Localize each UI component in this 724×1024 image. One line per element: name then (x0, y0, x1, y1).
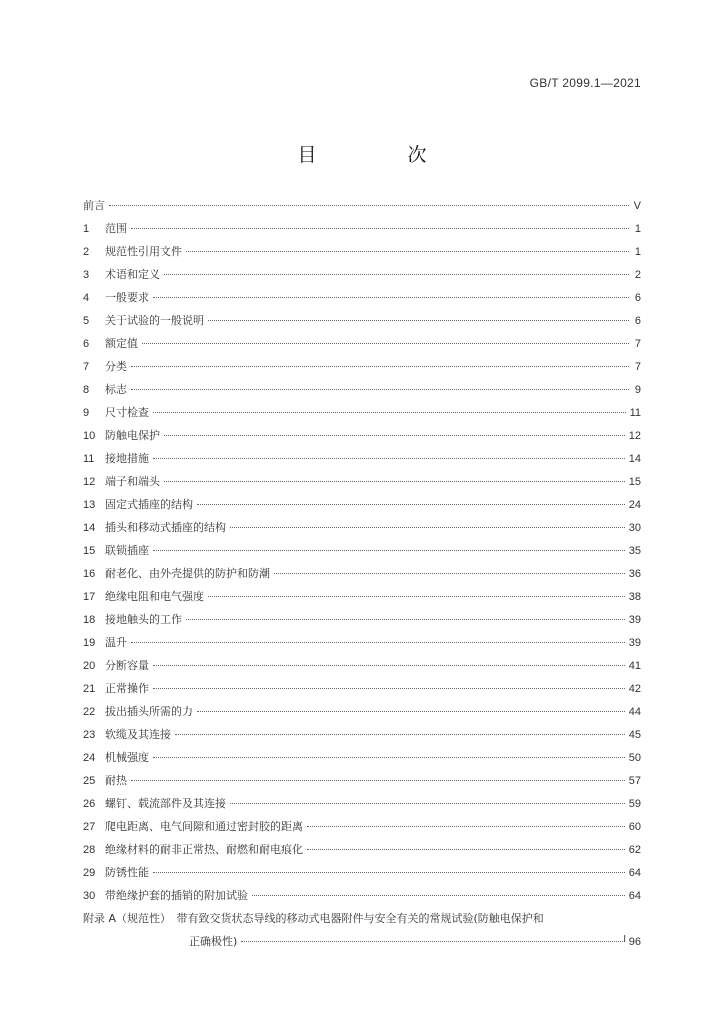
toc-entry-label: 耐老化、由外壳提供的防护和防潮 (105, 567, 270, 580)
toc-leader-dots (230, 527, 625, 528)
toc-leader-dots (197, 504, 625, 505)
toc-leader-dots (230, 803, 625, 804)
toc-appendix-entry-continued[interactable] (83, 933, 641, 956)
toc-entry-page: 59 (628, 798, 641, 810)
toc-entry[interactable] (83, 795, 641, 818)
toc-entry[interactable] (83, 565, 641, 588)
toc-entry-label: 带绝缘护套的插销的附加试验 (105, 889, 248, 902)
toc-entry-number: 6 (83, 338, 90, 350)
toc-entry[interactable] (83, 450, 641, 473)
toc-leader-dots (153, 757, 625, 758)
toc-entry-label: 耐热 (105, 774, 127, 787)
toc-entry[interactable] (83, 358, 641, 381)
toc-entry-label: 正常操作 (105, 682, 149, 695)
toc-entry-page: 30 (628, 522, 641, 534)
toc-entry-label: 前言 (83, 199, 105, 212)
toc-entry-number: 29 (83, 867, 96, 879)
toc-entry-number: 3 (83, 269, 90, 281)
toc-entry-page: 11 (629, 407, 641, 419)
toc-entry-page: 57 (628, 775, 641, 787)
toc-entry[interactable] (83, 220, 641, 243)
toc-entry[interactable] (83, 864, 641, 887)
toc-entry-label: 爬电距离、电气间隙和通过密封胶的距离 (105, 820, 303, 833)
toc-entry-label: 接地触头的工作 (105, 613, 182, 626)
toc-entry[interactable] (83, 611, 641, 634)
toc-entry-number: 15 (83, 545, 96, 557)
toc-entry-page: 62 (628, 844, 641, 856)
toc-entry-number: 22 (83, 706, 96, 718)
toc-entry-number: 11 (83, 453, 95, 465)
toc-entry-page: 64 (628, 890, 641, 902)
toc-entry[interactable] (83, 680, 641, 703)
toc-entry-number: 4 (83, 292, 90, 304)
toc-entry[interactable] (83, 772, 641, 795)
toc-entry-page: 42 (628, 683, 641, 695)
toc-entry-number: 28 (83, 844, 96, 856)
toc-entry-label: 分断容量 (105, 659, 149, 672)
toc-entry-label: 温升 (105, 636, 127, 649)
toc-leader-dots (164, 481, 625, 482)
toc-entry-number: 20 (83, 660, 96, 672)
toc-entry-label: 防触电保护 (105, 429, 160, 442)
toc-leader-dots (153, 688, 625, 689)
toc-entry[interactable] (83, 427, 641, 450)
toc-leader-dots (131, 366, 629, 367)
toc-entry[interactable] (83, 588, 641, 611)
toc-entry-label: 防锈性能 (105, 866, 149, 879)
toc-entry-page: 50 (628, 752, 641, 764)
toc-entry[interactable] (83, 749, 641, 772)
toc-entry-page: 60 (628, 821, 641, 833)
toc-entry-label: 端子和端头 (105, 475, 160, 488)
toc-entry-number: 21 (83, 683, 96, 695)
toc-entry-label: 标志 (105, 383, 127, 396)
toc-entry[interactable] (83, 887, 641, 910)
toc-entry-number: 12 (83, 476, 96, 488)
toc-leader-dots (164, 274, 629, 275)
toc-leader-dots (153, 412, 626, 413)
toc-leader-dots (186, 251, 629, 252)
toc-entry-label: 机械强度 (105, 751, 149, 764)
toc-appendix-label-continued: 正确极性) (189, 935, 238, 948)
toc-entry[interactable] (83, 818, 641, 841)
toc-leader-dots (109, 205, 629, 206)
toc-leader-dots (175, 734, 625, 735)
toc-leader-dots (208, 320, 629, 321)
toc-entry-page: 36 (628, 568, 641, 580)
toc-entry-page: 41 (628, 660, 641, 672)
page-folio: I (623, 934, 626, 945)
toc-leader-dots (208, 596, 625, 597)
toc-leader-dots (153, 550, 625, 551)
toc-entry-page: 44 (628, 706, 641, 718)
toc-leader-dots (142, 343, 629, 344)
toc-entry-page: 7 (634, 338, 641, 350)
toc-entry-page: 9 (634, 384, 641, 396)
toc-leader-dots (307, 849, 625, 850)
toc-entry-page: 45 (628, 729, 641, 741)
toc-appendix-entry[interactable] (83, 910, 641, 933)
toc-entry-label: 软缆及其连接 (105, 728, 171, 741)
toc-entry-number: 19 (83, 637, 96, 649)
toc-leader-dots (153, 458, 625, 459)
toc-leader-dots (153, 297, 629, 298)
toc-entry-label: 一般要求 (105, 291, 149, 304)
toc-entry-page: 38 (628, 591, 641, 603)
toc-entry-label: 固定式插座的结构 (105, 498, 193, 511)
toc-entry-number: 9 (83, 407, 90, 419)
toc-entry-page: 39 (628, 637, 641, 649)
toc-leader-dots (197, 711, 625, 712)
toc-entry[interactable] (83, 657, 641, 680)
toc-leader-dots (241, 941, 624, 942)
toc-entry-number: 23 (83, 729, 96, 741)
toc-entry-number: 18 (83, 614, 96, 626)
toc-entry-label: 术语和定义 (105, 268, 160, 281)
toc-entry-page: 2 (634, 269, 641, 281)
toc-entry-number: 10 (83, 430, 96, 442)
toc-entry-page: 12 (628, 430, 641, 442)
toc-leader-dots (307, 826, 625, 827)
toc-leader-dots (153, 872, 625, 873)
toc-entry-label: 范围 (105, 222, 127, 235)
table-of-contents (83, 197, 641, 956)
toc-entry-number: 5 (83, 315, 90, 327)
toc-entry[interactable] (83, 703, 641, 726)
toc-entry-label: 分类 (105, 360, 127, 373)
toc-entry-number: 26 (83, 798, 96, 810)
toc-entry-page: 1 (634, 223, 641, 235)
toc-entry-number: 27 (83, 821, 96, 833)
toc-appendix-label: 附录 A（规范性） 带有致交货状态导线的移动式电器附件与安全有关的常规试验(防触电保护和 (83, 912, 544, 925)
toc-entry[interactable] (83, 197, 641, 220)
toc-entry-page: 15 (628, 476, 641, 488)
toc-entry-page: 7 (634, 361, 641, 373)
toc-entry[interactable] (83, 289, 641, 312)
toc-entry[interactable] (83, 312, 641, 335)
toc-entry-page: 39 (628, 614, 641, 626)
toc-entry[interactable] (83, 634, 641, 657)
toc-entry-number: 25 (83, 775, 96, 787)
toc-entry-label: 规范性引用文件 (105, 245, 182, 258)
toc-entry-page: 6 (634, 292, 641, 304)
page-title: 目 次 (297, 144, 463, 166)
toc-leader-dots (274, 573, 625, 574)
toc-entry-page: 1 (634, 246, 641, 258)
toc-entry-page: V (633, 200, 641, 212)
toc-leader-dots (252, 895, 625, 896)
toc-entry-page: 35 (628, 545, 641, 557)
toc-entry-number: 17 (83, 591, 96, 603)
toc-entry-number: 8 (83, 384, 90, 396)
toc-entry[interactable] (83, 404, 641, 427)
toc-leader-dots (153, 665, 625, 666)
toc-leader-dots (164, 435, 625, 436)
toc-entry[interactable] (83, 841, 641, 864)
toc-entry-number: 1 (83, 223, 90, 235)
toc-entry[interactable] (83, 496, 641, 519)
toc-entry-number: 24 (83, 752, 96, 764)
toc-entry-label: 插头和移动式插座的结构 (105, 521, 226, 534)
toc-entry-page: 24 (628, 499, 641, 511)
toc-entry-label: 额定值 (105, 337, 138, 350)
toc-entry-number: 30 (83, 890, 96, 902)
toc-entry[interactable] (83, 473, 641, 496)
toc-entry-number: 13 (83, 499, 96, 511)
toc-entry[interactable] (83, 726, 641, 749)
toc-entry-page: 14 (628, 453, 641, 465)
standard-code: GB/T 2099.1—2021 (529, 76, 641, 90)
toc-entry-label: 螺钉、载流部件及其连接 (105, 797, 226, 810)
toc-leader-dots (131, 389, 629, 390)
toc-entry[interactable] (83, 519, 641, 542)
toc-entry-label: 接地措施 (105, 452, 149, 465)
toc-leader-dots (186, 619, 625, 620)
toc-entry-label: 绝缘材料的耐非正常热、耐燃和耐电痕化 (105, 843, 303, 856)
toc-entry-label: 关于试验的一般说明 (105, 314, 204, 327)
toc-entry[interactable] (83, 542, 641, 565)
toc-entry[interactable] (83, 266, 641, 289)
toc-appendix-page: 96 (628, 936, 641, 948)
toc-entry-number: 7 (83, 361, 90, 373)
toc-entry[interactable] (83, 243, 641, 266)
toc-entry-label: 联锁插座 (105, 544, 149, 557)
toc-entry-page: 64 (628, 867, 641, 879)
toc-entry[interactable] (83, 381, 641, 404)
toc-entry-label: 拔出插头所需的力 (105, 705, 193, 718)
toc-entry-number: 2 (83, 246, 90, 258)
toc-leader-dots (131, 228, 629, 229)
toc-leader-dots (131, 780, 625, 781)
toc-entry-label: 尺寸检查 (105, 406, 149, 419)
toc-entry-number: 14 (83, 522, 96, 534)
toc-leader-dots (131, 642, 625, 643)
toc-entry-page: 6 (634, 315, 641, 327)
toc-entry-number: 16 (83, 568, 96, 580)
toc-entry[interactable] (83, 335, 641, 358)
toc-entry-label: 绝缘电阻和电气强度 (105, 590, 204, 603)
